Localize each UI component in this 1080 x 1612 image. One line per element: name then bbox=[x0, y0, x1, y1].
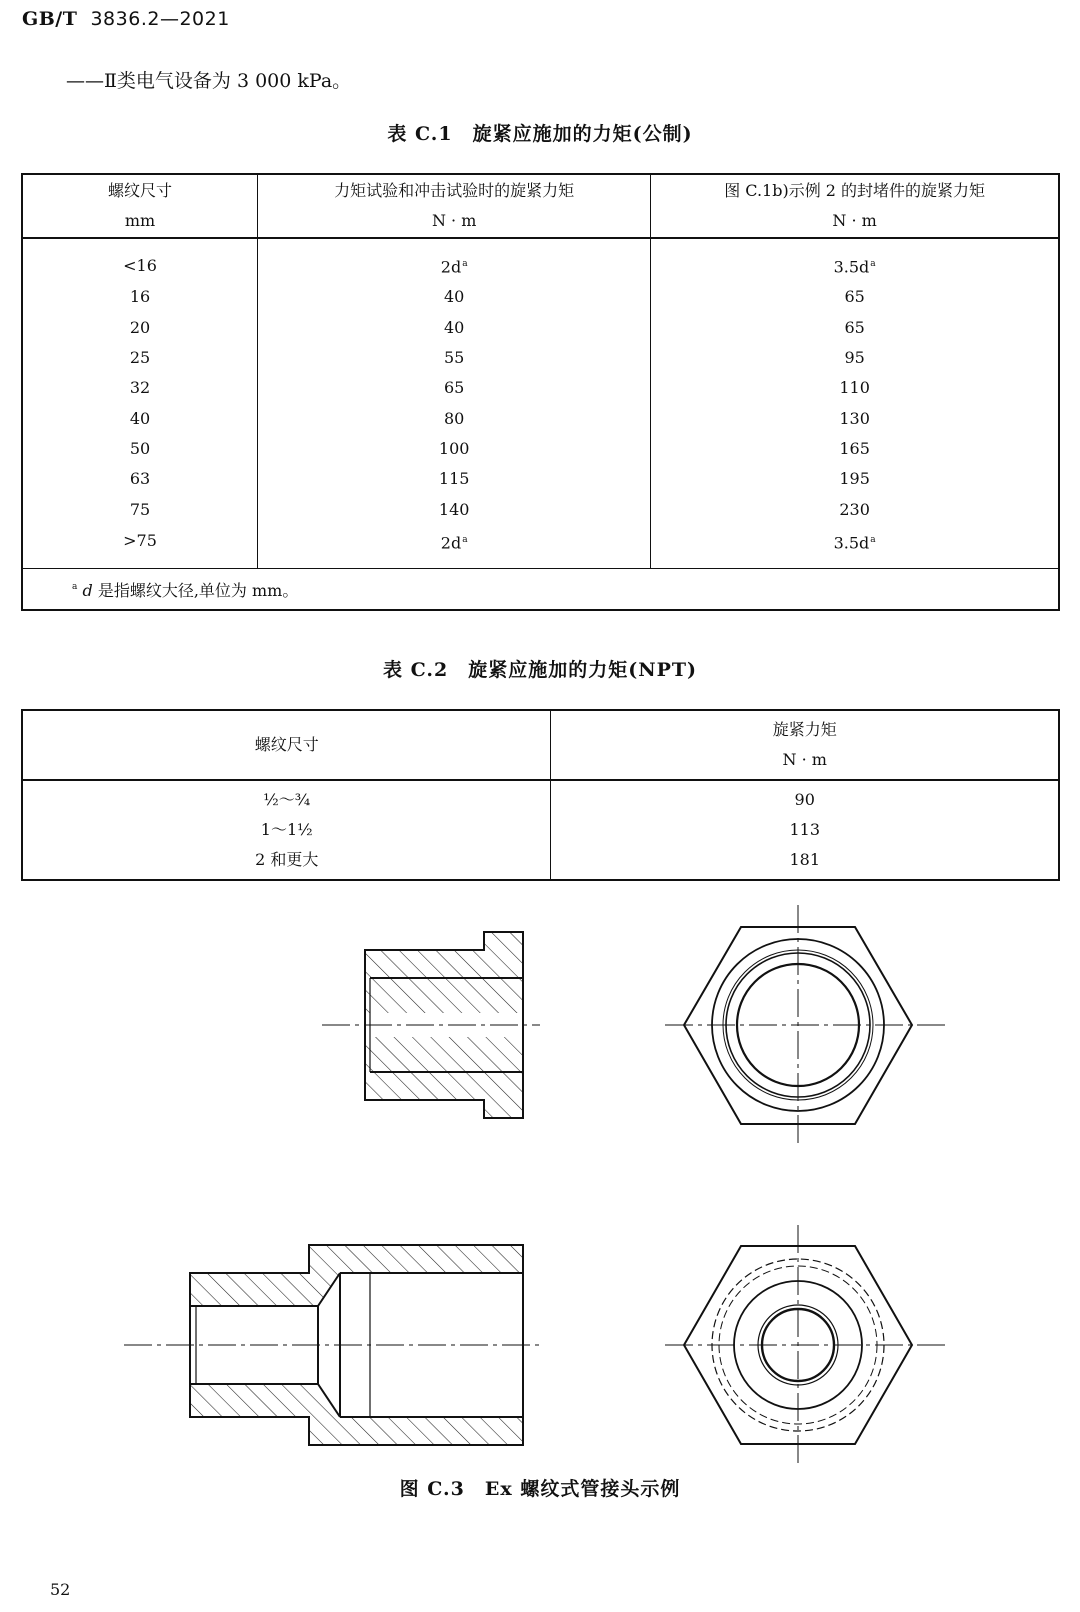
table-cell: 1～1½ bbox=[260, 820, 313, 839]
table-cell: 2 和更大 bbox=[255, 850, 319, 869]
reducer-section-view bbox=[124, 1245, 540, 1445]
table-c2-header-torque: 旋紧力矩 N · m bbox=[551, 710, 1059, 780]
table-c1-caption: 表 C.1 旋紧应施加的力矩(公制) bbox=[387, 123, 693, 145]
table-c1-header-thread-size: 螺纹尺寸 mm bbox=[22, 174, 258, 238]
table-cell: 195 bbox=[651, 464, 1059, 494]
table-c1-header-plug-torque: 图 C.1b)示例 2 的封堵件的旋紧力矩 N · m bbox=[651, 174, 1059, 238]
table-cell: 20 bbox=[129, 317, 151, 337]
footnote-variable: d bbox=[82, 580, 93, 600]
table-cell: 65 bbox=[258, 373, 651, 403]
table-cell: ½～¾ bbox=[263, 790, 311, 809]
intro-line: ——Ⅱ类电气设备为 3 000 kPa。 bbox=[66, 70, 352, 92]
table-cell: 113 bbox=[551, 815, 1059, 845]
table-cell: 110 bbox=[651, 373, 1059, 403]
footnote-marker: a bbox=[870, 534, 876, 545]
table-cell: 130 bbox=[651, 404, 1059, 434]
table-cell: 75 bbox=[129, 499, 151, 519]
table-cell: 230 bbox=[651, 494, 1059, 524]
table-cell: 25 bbox=[129, 348, 151, 368]
table-c2-caption: 表 C.2 旋紧应施加的力矩(NPT) bbox=[382, 659, 697, 681]
table-cell: 140 bbox=[258, 494, 651, 524]
table-cell: 40 bbox=[258, 313, 651, 343]
standard-number: 3836.2—2021 bbox=[90, 8, 230, 30]
bushing-bottom-wall bbox=[365, 1037, 523, 1118]
table-cell: <16 bbox=[123, 255, 157, 275]
table-cell: 16 bbox=[129, 287, 151, 307]
table-cell: 181 bbox=[551, 845, 1059, 880]
table-cell: 100 bbox=[258, 434, 651, 464]
table-cell: 80 bbox=[258, 404, 651, 434]
table-cell: 63 bbox=[129, 469, 151, 489]
table-cell: 95 bbox=[651, 343, 1059, 373]
table-cell: 55 bbox=[258, 343, 651, 373]
table-c1-header-test-torque: 力矩试验和冲击试验时的旋紧力矩 N · m bbox=[258, 174, 651, 238]
table-cell: 40 bbox=[258, 282, 651, 312]
bushing-section-view bbox=[322, 932, 540, 1118]
table-cell: $2d^a$ bbox=[258, 525, 651, 569]
reducer-end-view bbox=[665, 1225, 948, 1465]
table-cell: 40 bbox=[129, 408, 151, 428]
table-cell: 50 bbox=[129, 438, 151, 458]
footnote-marker: a bbox=[462, 259, 468, 269]
footnote-marker: a bbox=[462, 534, 468, 545]
table-cell: 90 bbox=[551, 780, 1059, 815]
table-cell: 165 bbox=[651, 434, 1059, 464]
table-cell: 32 bbox=[129, 378, 151, 398]
footnote-marker: a bbox=[870, 259, 876, 269]
table-cell: $3.5d^a$ bbox=[651, 238, 1059, 282]
table-cell: $3.5d^a$ bbox=[651, 525, 1059, 569]
reducer-bottom-wall bbox=[190, 1384, 523, 1445]
table-cell: 65 bbox=[651, 282, 1059, 312]
bushing-top-wall bbox=[365, 932, 523, 1013]
reducer-top-wall bbox=[190, 1245, 523, 1306]
table-cell: 65 bbox=[651, 313, 1059, 343]
table-cell: 115 bbox=[258, 464, 651, 494]
table-cell: >75 bbox=[123, 531, 157, 551]
table-cell: $2d^a$ bbox=[258, 238, 651, 282]
table-c1-footnote: $^a$ d 是指螺纹大径,单位为 mm。 bbox=[22, 569, 1059, 611]
standard-code: GB/T bbox=[22, 8, 78, 30]
bushing-end-view bbox=[665, 905, 948, 1145]
table-c2-header-thread-size: 螺纹尺寸 bbox=[22, 710, 551, 780]
page-number: 52 bbox=[50, 1580, 71, 1599]
figure-c3-caption: 图 C.3 Ex 螺纹式管接头示例 bbox=[399, 1478, 681, 1500]
